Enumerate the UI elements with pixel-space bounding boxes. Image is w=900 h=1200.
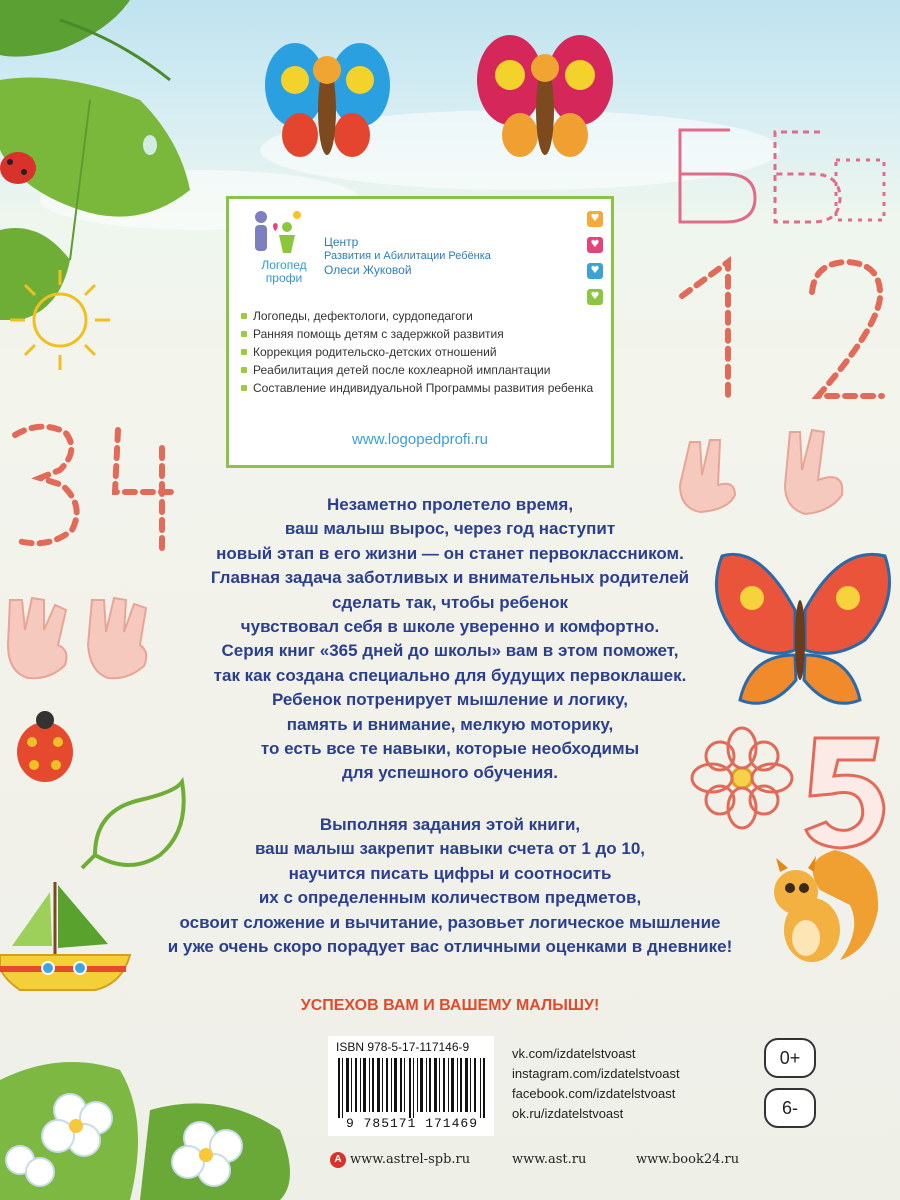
text-line: Серия книг «365 дней до школы» вам в этом поможет, bbox=[221, 641, 679, 661]
barcode-icon bbox=[336, 1058, 488, 1118]
logo-line1: Логопед bbox=[261, 258, 307, 272]
center-title bbox=[324, 235, 491, 277]
logo-line2: профи bbox=[265, 271, 303, 285]
logopedprofi-logo-icon bbox=[247, 209, 307, 257]
card-website-link[interactable]: www.logopedprofi.ru bbox=[352, 431, 488, 448]
text-line: Незаметно пролетело время, bbox=[326, 495, 574, 514]
text-line: Ребенок потренирует мышление и логику, bbox=[271, 690, 629, 710]
text-line: научится писать цифры и соотносить bbox=[288, 863, 612, 883]
sailboat-icon bbox=[0, 882, 130, 990]
heart-icon: ♥ bbox=[587, 237, 603, 253]
text-line: новый этап в его жизни — он станет первоклассником. bbox=[216, 543, 684, 563]
footer-link-astrel[interactable]: www.astrel-spb.ru bbox=[350, 1152, 471, 1167]
services-list bbox=[241, 307, 601, 397]
sun-outline-icon bbox=[10, 270, 110, 370]
text-line: ваш малыш закрепит навыки счета от 1 до 10, bbox=[254, 839, 646, 859]
logopedprofi-card bbox=[226, 196, 614, 468]
text-line: так как создана специально для будущих первоклашек. bbox=[213, 665, 687, 685]
digit-3-tracing bbox=[15, 427, 77, 544]
text-line: для успешного обучения. bbox=[341, 763, 559, 783]
list-item: Реабилитация детей после кохлеарной имплантации bbox=[241, 361, 601, 379]
age-rating-badge: 0+ bbox=[764, 1038, 816, 1078]
center-line2: Развития и Абилитации Ребёнка bbox=[324, 250, 491, 262]
isbn-label: ISBN 978-5-17-117146-9 bbox=[336, 1040, 470, 1054]
digit-1-tracing bbox=[682, 262, 728, 396]
features-paragraph bbox=[130, 813, 770, 959]
social-link-vk[interactable]: vk.com/izdatelstvoast bbox=[512, 1046, 636, 1061]
list-item: Логопеды, дефектологи, сурдопедагоги bbox=[241, 307, 601, 325]
intro-paragraph bbox=[130, 493, 770, 786]
center-line1: Центр bbox=[324, 235, 359, 249]
heart-icon: ♥ bbox=[587, 263, 603, 279]
barcode-digits: 9 785171 171469 bbox=[345, 1116, 479, 1131]
heart-icon: ♥ bbox=[587, 289, 603, 305]
list-item: Составление индивидуальной Программы развития ребенка bbox=[241, 379, 601, 397]
footer-link-ast[interactable]: www.ast.ru bbox=[512, 1152, 587, 1167]
footer-link-book24[interactable]: www.book24.ru bbox=[636, 1152, 740, 1167]
list-item: Ранняя помощь детям с задержкой развития bbox=[241, 325, 601, 343]
text-line: их с определенным количеством предметов, bbox=[258, 888, 642, 908]
text-line: чувствовал себя в школе уверенно и комфортно. bbox=[240, 617, 660, 637]
social-link-facebook[interactable]: facebook.com/izdatelstvoast bbox=[512, 1086, 676, 1101]
text-line: Главная задача заботливых и внимательных родителей bbox=[210, 568, 690, 588]
social-links bbox=[512, 1044, 680, 1124]
text-line: память и внимание, мелкую моторику, bbox=[286, 714, 614, 734]
heart-icon: ♥ bbox=[587, 211, 603, 227]
squirrel-icon bbox=[774, 850, 878, 962]
text-line: Выполняя задания этой книги, bbox=[319, 815, 581, 834]
astrel-logo-icon: A bbox=[330, 1152, 346, 1168]
ladybug-icon bbox=[17, 711, 73, 782]
text-line: и уже очень скоро порадует вас отличными оценками в дневнике! bbox=[167, 937, 733, 957]
logo-text bbox=[243, 259, 325, 285]
text-line: ваш малыш вырос, через год наступит bbox=[284, 519, 616, 539]
list-item: Коррекция родительско-детских отношений bbox=[241, 343, 601, 361]
flowers-bottom-left bbox=[0, 1062, 290, 1200]
age-rating-badge: 6- bbox=[764, 1088, 816, 1128]
slogan: УСПЕХОВ ВАМ И ВАШЕМУ МАЛЫШУ! bbox=[300, 997, 600, 1014]
digit-5-outline bbox=[806, 738, 884, 848]
social-link-ok[interactable]: ok.ru/izdatelstvoast bbox=[512, 1106, 624, 1121]
text-line: сделать так, чтобы ребенок bbox=[331, 592, 569, 612]
social-link-instagram[interactable]: instagram.com/izdatelstvoast bbox=[512, 1066, 680, 1081]
ladybug-small-icon bbox=[0, 152, 36, 184]
text-line: освоит сложение и вычитание, разовьет логическое мышление bbox=[179, 912, 721, 932]
hands-counting-left bbox=[8, 598, 146, 678]
center-line3: Олеси Жуковой bbox=[324, 263, 412, 277]
digit-2-tracing bbox=[812, 262, 882, 396]
barcode-box bbox=[328, 1036, 494, 1136]
text-line: то есть все те навыки, которые необходимы bbox=[260, 739, 640, 759]
